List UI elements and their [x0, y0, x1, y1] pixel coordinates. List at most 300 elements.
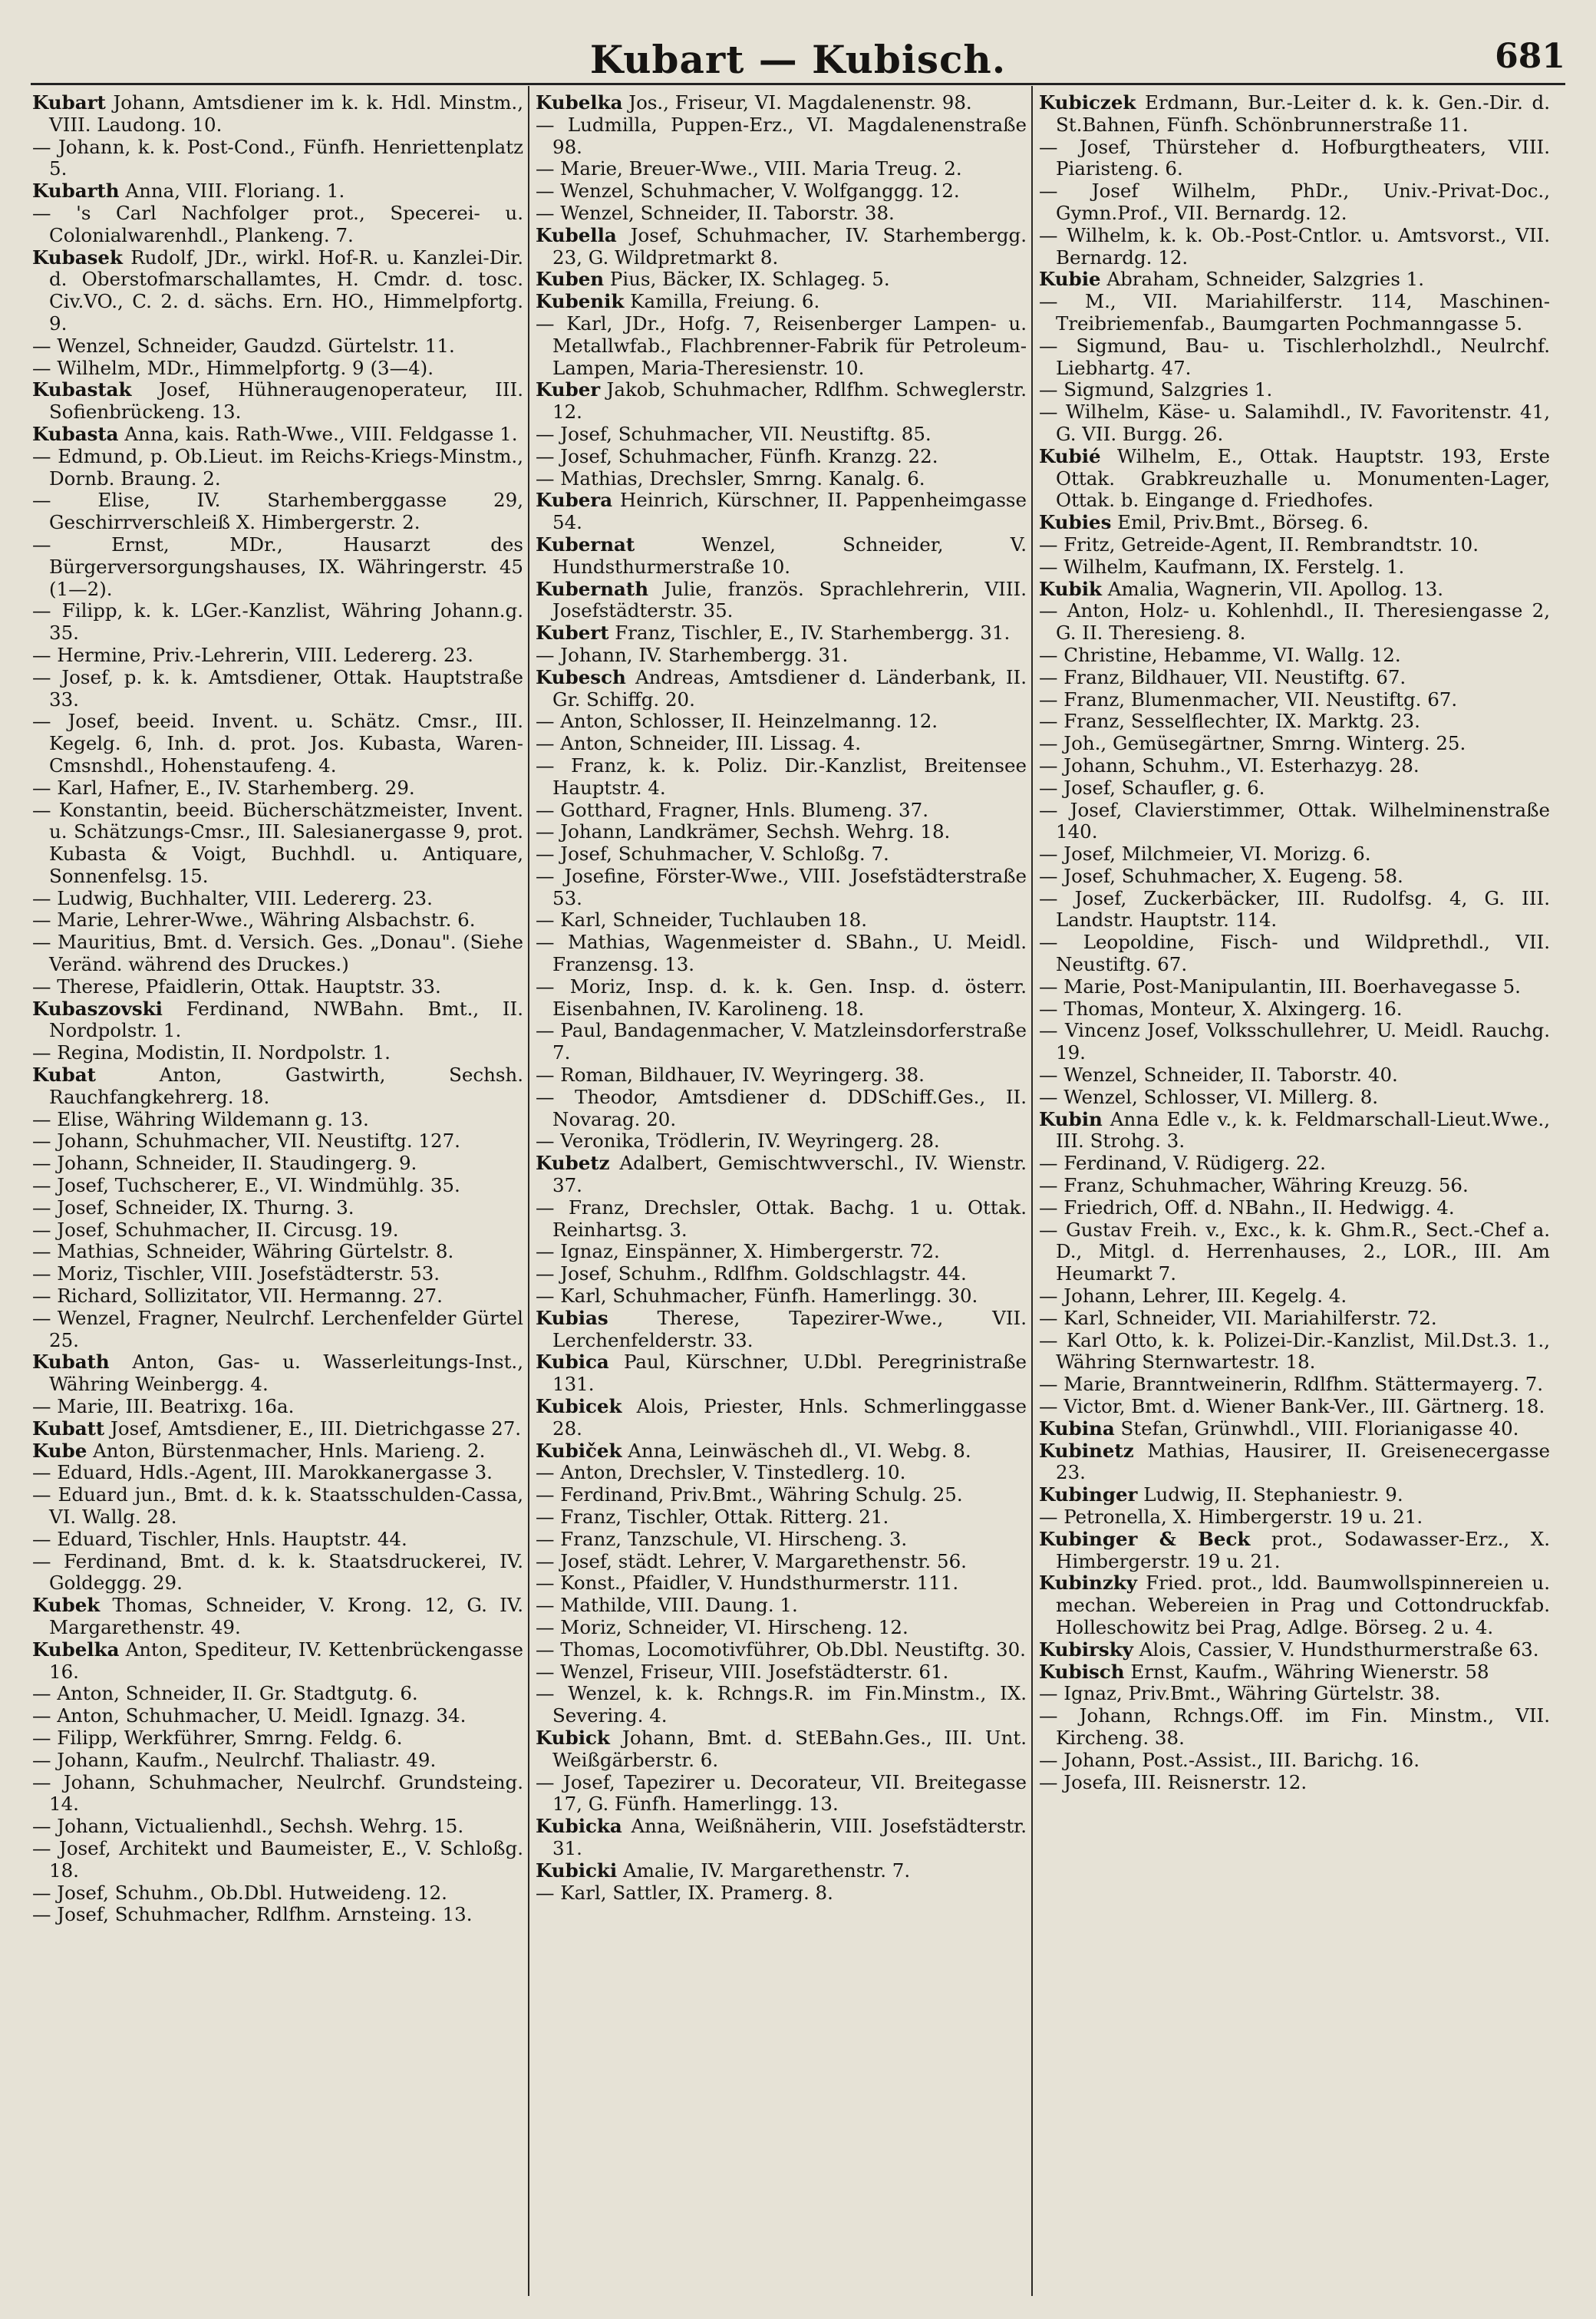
entry-text: Wenzel, Schneider, V. Hundsthurmerstraße 10.	[552, 533, 1027, 578]
entry-text: — Marie, Breuer-Wwe., VIII. Maria Treug. 2.	[536, 157, 962, 180]
entry-text: Thomas, Schneider, V. Krong. 12, G. IV. Margarethenstr. 49.	[49, 1594, 523, 1638]
entry-text: — Franz, Sesselflechter, IX. Marktg. 23.	[1039, 710, 1420, 733]
directory-entry	[32, 1772, 523, 1816]
directory-entry	[1039, 689, 1550, 711]
directory-entry	[536, 92, 1027, 114]
directory-entry	[32, 1595, 523, 1639]
entry-surname: Kubenik	[536, 290, 625, 313]
entry-text: — Sigmund, Bau- u. Tischlerholzhdl., Neulrchf. Liebhartg. 47.	[1039, 334, 1550, 379]
entry-text: Julie, französ. Sprachlehrerin, VIII. Josefstädterstr. 35.	[552, 577, 1027, 622]
entry-text: — Johann, Schuhmacher, VII. Neustiftg. 127.	[32, 1130, 460, 1153]
directory-entry	[536, 1506, 1027, 1529]
directory-entry	[1039, 645, 1550, 667]
entry-text: — Josef, Schuhm., Rdlfhm. Goldschlagstr. 44.	[536, 1262, 967, 1285]
entry-text: — Josef, Schuhmacher, II. Circusg. 19.	[32, 1218, 399, 1241]
directory-entry	[32, 358, 523, 380]
entry-surname: Kubicki	[536, 1859, 618, 1882]
entry-text: — Victor, Bmt. d. Wiener Bank-Ver., III. Gärtnerg. 18.	[1039, 1395, 1545, 1418]
directory-entry	[536, 800, 1027, 822]
entry-text: Rudolf, JDr., wirkl. Hof-R. u. Kanzlei-Dir. d. Oberstofmarschallamtes, H. Cmdr. d. tosc. Civ.VO., C. 2. d. sächs. Ern. HO., Himmelpfortg. 9.	[49, 246, 523, 335]
entry-text: — Eduard, Tischler, Hnls. Hauptstr. 44.	[32, 1527, 407, 1550]
entry-text: — Gotthard, Fragner, Hnls. Blumeng. 37.	[536, 798, 929, 821]
column-right	[1039, 92, 1550, 2294]
directory-entry	[536, 622, 1027, 645]
entry-surname: Kubaszovski	[32, 997, 163, 1020]
directory-entry	[32, 1529, 523, 1551]
directory-entry	[1039, 800, 1550, 844]
directory-entry	[32, 645, 523, 667]
entry-text: — Franz, k. k. Poliz. Dir.-Kanzlist, Breitensee Hauptstr. 4.	[536, 754, 1027, 799]
directory-entry	[32, 1175, 523, 1197]
directory-entry	[536, 755, 1027, 800]
entry-surname: Kubasta	[32, 422, 119, 445]
directory-entry	[1039, 579, 1550, 601]
entry-surname: Kubart	[32, 92, 106, 114]
directory-entry	[32, 534, 523, 600]
column-divider	[528, 86, 529, 2296]
entry-text: — Joh., Gemüsegärtner, Smrng. Winterg. 25.	[1039, 732, 1466, 755]
directory-entry	[1039, 733, 1550, 755]
directory-entry	[32, 976, 523, 998]
directory-entry	[32, 424, 523, 446]
directory-entry	[1039, 1109, 1550, 1153]
directory-entry	[536, 1551, 1027, 1573]
directory-entry	[1039, 446, 1550, 512]
entry-text: — Eduard, Hdls.-Agent, III. Marokkanergasse 3.	[32, 1461, 493, 1484]
entry-text: — Mauritius, Bmt. d. Versich. Ges. „Donau". (Siehe Veränd. während des Druckes.)	[32, 931, 523, 976]
directory-entry	[536, 1197, 1027, 1242]
directory-entry	[536, 843, 1027, 866]
page-number: 681	[1495, 37, 1565, 76]
entry-text: — Wenzel, Schneider, II. Taborstr. 40.	[1039, 1064, 1398, 1087]
directory-entry	[536, 1087, 1027, 1131]
entry-text: — Josef, Tapezirer u. Decorateur, VII. Breitegasse 17, G. Fünfh. Hamerlingg. 13.	[536, 1770, 1027, 1816]
directory-entry	[536, 1860, 1027, 1882]
entry-text: — Anton, Schlosser, II. Heinzelmanng. 12.	[536, 710, 938, 733]
entry-text: — Johann, Victualienhdl., Sechsh. Wehrg. 15.	[32, 1815, 464, 1838]
directory-entry	[536, 1020, 1027, 1064]
entry-text: — Karl Otto, k. k. Polizei-Dir.-Kanzlist, Mil.Dst.3. 1., Währing Sternwartestr. 18.	[1039, 1328, 1550, 1374]
directory-entry	[32, 1639, 523, 1684]
directory-entry	[32, 1396, 523, 1418]
directory-entry	[536, 1351, 1027, 1396]
entry-text: — Josef, Milchmeier, VI. Morizg. 6.	[1039, 843, 1371, 866]
entry-text: — Johann, Rchngs.Off. im Fin. Minstm., VII. Kircheng. 38.	[1039, 1704, 1550, 1749]
directory-entry	[1039, 1175, 1550, 1197]
directory-entry	[536, 424, 1027, 446]
directory-entry	[1039, 1506, 1550, 1529]
directory-entry	[1039, 777, 1550, 800]
entry-text: — Josef, Zuckerbäcker, III. Rudolfsg. 4, G. III. Landstr. Hauptstr. 114.	[1039, 886, 1550, 932]
entry-text: Paul, Kürschner, U.Dbl. Peregrinistraße 131.	[552, 1351, 1027, 1396]
entry-text: Anna, Weißnäherin, VIII. Josefstädterstr. 31.	[552, 1815, 1027, 1859]
directory-entry	[1039, 335, 1550, 380]
entry-surname: Kubie	[1039, 268, 1101, 291]
entry-text: — Karl, Schuhmacher, Fünfh. Hamerlingg. 30.	[536, 1285, 978, 1308]
directory-entry	[1039, 1153, 1550, 1175]
directory-entry	[32, 998, 523, 1043]
directory-entry	[536, 114, 1027, 159]
directory-entry	[1039, 1308, 1550, 1330]
entry-surname: Kubias	[536, 1306, 608, 1329]
entry-text: Ernst, Kaufm., Währing Wienerstr. 58	[1124, 1660, 1489, 1683]
directory-entry	[32, 1241, 523, 1263]
entry-text: — Josef, Thürsteher d. Hofburgtheaters, VIII. Piaristeng. 6.	[1039, 135, 1550, 180]
entry-surname: Kubelka	[536, 92, 623, 114]
entry-surname: Kubin	[1039, 1107, 1103, 1130]
entry-text: Alois, Cassier, V. Hundsthurmerstraße 63.	[1133, 1638, 1539, 1661]
entry-text: Stefan, Grünwhdl., VIII. Florianigasse 40.	[1114, 1417, 1519, 1440]
directory-entry	[536, 468, 1027, 490]
directory-entry	[536, 866, 1027, 910]
entry-text: — Wilhelm, Käse- u. Salamihdl., IV. Favoritenstr. 41, G. VII. Burgg. 26.	[1039, 401, 1550, 445]
directory-entry	[536, 379, 1027, 424]
entry-text: Jos., Friseur, VI. Magdalenenstr. 98.	[622, 92, 972, 114]
entry-text: Johann, Bmt. d. StEBahn.Ges., III. Unt. Weißgärberstr. 6.	[552, 1726, 1027, 1771]
entry-text: — Wilhelm, k. k. Ob.-Post-Cntlor. u. Amtsvorst., VII. Bernardg. 12.	[1039, 223, 1550, 269]
entry-surname: Kubatt	[32, 1417, 105, 1440]
directory-entry	[1039, 1064, 1550, 1087]
entry-text: — Ignaz, Priv.Bmt., Währing Gürtelstr. 38.	[1039, 1682, 1441, 1705]
entry-text: — Wenzel, Schuhmacher, V. Wolfganggg. 12.	[536, 180, 960, 203]
entry-text: — Marie, Post-Manipulantin, III. Boerhavegasse 5.	[1039, 975, 1521, 998]
directory-entry	[32, 1130, 523, 1153]
entry-surname: Kubina	[1039, 1417, 1115, 1440]
directory-entry	[32, 1462, 523, 1484]
entry-text: Kamilla, Freiung. 6.	[624, 290, 820, 313]
entry-text: — Filipp, k. k. LGer.-Kanzlist, Währing Johann.g. 35.	[32, 599, 523, 645]
entry-text: — Christine, Hebamme, VI. Wallg. 12.	[1039, 643, 1401, 666]
entry-text: — Josef, Schaufler, g. 6.	[1039, 776, 1265, 799]
directory-entry	[536, 534, 1027, 579]
entry-surname: Kubies	[1039, 511, 1112, 534]
column-left	[32, 92, 523, 2294]
entry-text: — Josef, Clavierstimmer, Ottak. Wilhelminenstraße 140.	[1039, 798, 1550, 843]
entry-text: — Elise, IV. Starhemberggasse 29, Geschirrverschleiß X. Himbergerstr. 2.	[32, 489, 523, 534]
entry-text: Anna, Leinwäscheh dl., VI. Webg. 8.	[622, 1439, 971, 1462]
entry-text: Pius, Bäcker, IX. Schlageg. 5.	[604, 268, 890, 291]
directory-entry	[32, 1727, 523, 1750]
entry-surname: Kubat	[32, 1064, 96, 1087]
entry-text: — Veronika, Trödlerin, IV. Weyringerg. 28.	[536, 1130, 940, 1153]
directory-entry	[1039, 1661, 1550, 1684]
entry-text: Josef, Amtsdiener, E., III. Dietrichgasse 27.	[104, 1417, 522, 1440]
entry-text: Anton, Bürstenmacher, Hnls. Marieng. 2.	[87, 1439, 486, 1462]
entry-text: — Josef, Schuhm., Ob.Dbl. Hutweideng. 12.	[32, 1881, 447, 1904]
entry-text: — Fritz, Getreide-Agent, II. Rembrandtstr. 10.	[1039, 533, 1479, 556]
entry-text: — Josef, Schuhmacher, X. Eugeng. 58.	[1039, 864, 1403, 887]
running-head: Kubart — Kubisch.	[589, 37, 1007, 82]
entry-text: Fried. prot., ldd. Baumwollspinnereien u. mechan. Webereien in Prag und Cottondruckfab. Holleschowitz bei Prag, Adlge. Börseg. 2 u. 4.	[1056, 1572, 1550, 1638]
entry-text: — Josef, Architekt und Baumeister, E., V. Schloßg. 18.	[32, 1836, 523, 1882]
entry-surname: Kubella	[536, 223, 617, 246]
entry-text: — Wenzel, Schneider, II. Taborstr. 38.	[536, 201, 895, 224]
entry-text: — Johann, Schuhm., VI. Esterhazyg. 28.	[1039, 754, 1420, 777]
entry-text: — Franz, Tanzschule, VI. Hirscheng. 3.	[536, 1527, 908, 1550]
entry-text: — Ferdinand, V. Rüdigerg. 22.	[1039, 1152, 1326, 1175]
entry-text: — Karl, Schneider, Tuchlauben 18.	[536, 909, 868, 932]
directory-entry	[536, 932, 1027, 976]
entry-text: — Leopoldine, Fisch- und Wildprethdl., VII. Neustiftg. 67.	[1039, 931, 1550, 976]
entry-text: — Wenzel, Schneider, Gaudzd. Gürtelstr. 11.	[32, 334, 455, 357]
entry-text: Anton, Spediteur, IV. Kettenbrückengasse 16.	[49, 1638, 523, 1683]
directory-entry	[32, 1705, 523, 1727]
entry-text: Amalia, Wagnerin, VII. Apollog. 13.	[1101, 577, 1444, 600]
entry-surname: Kubetz	[536, 1152, 610, 1175]
directory-entry	[536, 1440, 1027, 1463]
directory-entry	[32, 1882, 523, 1905]
entry-surname: Kubinetz	[1039, 1439, 1134, 1462]
entry-text: — Josefa, III. Reisnerstr. 12.	[1039, 1770, 1307, 1793]
entry-text: Mathias, Hausirer, II. Greisenecergasse 23.	[1056, 1439, 1550, 1484]
entry-text: Anton, Gas- u. Wasserleitungs-Inst., Währing Weinbergg. 4.	[49, 1351, 523, 1396]
directory-entry	[536, 1263, 1027, 1285]
directory-entry	[536, 711, 1027, 733]
directory-entry	[32, 247, 523, 335]
directory-entry	[1039, 225, 1550, 269]
entry-text: — Karl, Sattler, IX. Pramerg. 8.	[536, 1881, 833, 1904]
entry-text: — Elise, Währing Wildemann g. 13.	[32, 1107, 369, 1130]
directory-entry	[32, 1351, 523, 1396]
entry-text: — Anton, Schuhmacher, U. Meidl. Ignazg. 34.	[32, 1704, 467, 1727]
entry-surname: Kubarth	[32, 180, 120, 203]
entry-text: — Josefine, Förster-Wwe., VIII. Josefstädterstraße 53.	[536, 864, 1027, 909]
directory-entry	[1039, 711, 1550, 733]
entry-text: — Ernst, MDr., Hausarzt des Bürgerversorgungshauses, IX. Währingerstr. 45 (1—2).	[32, 533, 523, 600]
entry-text: — Josef, beeid. Invent. u. Schätz. Cmsr., III. Kegelg. 6, Inh. d. prot. Jos. Kubasta, Waren-Cmsnshdl., Hohenstaufeng. 4.	[32, 710, 523, 777]
entry-surname: Kubiček	[536, 1439, 622, 1462]
entry-surname: Kubasek	[32, 246, 123, 269]
directory-entry	[32, 600, 523, 645]
entry-surname: Kubirsky	[1039, 1638, 1133, 1661]
entry-text: — Johann, IV. Starhembergg. 31.	[536, 643, 849, 666]
entry-text: — Edmund, p. Ob.Lieut. im Reichs-Kriegs-Minstm., Dornb. Braung. 2.	[32, 444, 523, 490]
directory-entry	[32, 1904, 523, 1926]
directory-entry	[536, 1595, 1027, 1617]
entry-text: Anna, kais. Rath-Wwe., VIII. Feldgasse 1.	[118, 422, 518, 445]
entry-surname: Kubath	[32, 1351, 110, 1374]
entry-text: — Eduard jun., Bmt. d. k. k. Staatsschulden-Cassa, VI. Wallg. 28.	[32, 1483, 523, 1528]
entry-text: — Ludwig, Buchhalter, VIII. Ledererg. 23.	[32, 886, 433, 909]
directory-entry	[536, 1064, 1027, 1087]
directory-entry	[536, 1130, 1027, 1153]
entry-text: — Franz, Schuhmacher, Währing Kreuzg. 56.	[1039, 1174, 1469, 1197]
entry-surname: Kubernath	[536, 577, 649, 600]
directory-entry	[32, 932, 523, 976]
directory-entry	[32, 1042, 523, 1064]
directory-entry	[536, 225, 1027, 269]
entry-surname: Kubinzky	[1039, 1572, 1137, 1595]
directory-entry	[1039, 1396, 1550, 1418]
entry-text: — Friedrich, Off. d. NBahn., II. Hedwigg. 4.	[1039, 1196, 1455, 1219]
directory-entry	[536, 1308, 1027, 1352]
directory-entry	[536, 1816, 1027, 1860]
entry-text: Emil, Priv.Bmt., Börseg. 6.	[1111, 511, 1369, 534]
entry-surname: Kubera	[536, 489, 613, 512]
directory-entry	[536, 1661, 1027, 1684]
directory-entry	[1039, 1330, 1550, 1374]
entry-text: — Wilhelm, Kaufmann, IX. Ferstelg. 1.	[1039, 555, 1405, 578]
directory-entry	[536, 269, 1027, 291]
directory-entry	[1039, 401, 1550, 446]
entry-surname: Kubinger & Beck	[1039, 1527, 1251, 1550]
entry-surname: Kubicka	[536, 1815, 622, 1838]
directory-entry	[32, 777, 523, 800]
directory-entry	[32, 180, 523, 203]
directory-entry	[32, 1308, 523, 1352]
directory-entry	[536, 1396, 1027, 1440]
directory-entry	[536, 158, 1027, 180]
entry-text: — Johann, Post.-Assist., III. Barichg. 16.	[1039, 1748, 1420, 1771]
entry-surname: Kubek	[32, 1594, 101, 1617]
directory-entry	[536, 821, 1027, 843]
directory-entry	[32, 711, 523, 777]
directory-entry	[536, 667, 1027, 711]
directory-entry	[1039, 1374, 1550, 1396]
entry-text: — Roman, Bildhauer, IV. Weyringerg. 38.	[536, 1064, 925, 1087]
entry-surname: Kubelka	[32, 1638, 120, 1661]
entry-surname: Kubernat	[536, 533, 635, 556]
directory-entry	[536, 579, 1027, 623]
directory-entry	[1039, 843, 1550, 866]
entry-text: Ludwig, II. Stephaniestr. 9.	[1137, 1483, 1403, 1506]
entry-text: — Regina, Modistin, II. Nordpolstr. 1.	[32, 1041, 391, 1064]
entry-text: — Josef, Schuhmacher, V. Schloßg. 7.	[536, 843, 889, 866]
entry-text: — Gustav Freih. v., Exc., k. k. Ghm.R., Sect.-Chef a. D., Mitgl. d. Herrenhauses, 2., LOR., III. Am Heumarkt 7.	[1039, 1218, 1550, 1285]
column-middle	[536, 92, 1027, 2294]
entry-text: — Karl, Schneider, VII. Mariahilferstr. 72.	[1039, 1306, 1437, 1329]
entry-surname: Kubastak	[32, 378, 132, 401]
entry-text: — Thomas, Monteur, X. Alxingerg. 16.	[1039, 997, 1403, 1020]
entry-text: — Ludmilla, Puppen-Erz., VI. Magdalenenstraße 98.	[536, 113, 1027, 158]
entry-surname: Kubesch	[536, 665, 626, 688]
entry-text: — Franz, Tischler, Ottak. Ritterg. 21.	[536, 1506, 889, 1528]
entry-text: — Karl, JDr., Hofg. 7, Reisenberger Lampen- u. Metallwfab., Flachbrenner-Fabrik für Petroleum-Lampen, Maria-Theresienstr. 10.	[536, 312, 1027, 379]
entry-text: — Wenzel, Schlosser, VI. Millerg. 8.	[1039, 1085, 1379, 1108]
entry-surname: Kubié	[1039, 444, 1101, 467]
header-rule	[31, 83, 1565, 85]
directory-entry	[536, 645, 1027, 667]
directory-entry	[1039, 1087, 1550, 1109]
entry-text: — Konstantin, beeid. Bücherschätzmeister, Invent. u. Schätzungs-Cmsr., III. Salesianergasse 9, prot. Kubasta & Voigt, Buchhdl. u. Antiquare, Sonnenfelsg. 15.	[32, 798, 523, 887]
entry-text: — Ferdinand, Priv.Bmt., Währing Schulg. 25.	[536, 1483, 963, 1506]
entry-text: — Wilhelm, MDr., Himmelpfortg. 9 (3—4).	[32, 356, 434, 379]
directory-entry	[32, 1064, 523, 1109]
directory-entry	[32, 137, 523, 181]
entry-text: — Therese, Pfaidlerin, Ottak. Hauptstr. 33.	[32, 975, 441, 998]
page-header	[31, 31, 1565, 87]
directory-entry	[32, 1418, 523, 1440]
directory-entry	[32, 1838, 523, 1882]
directory-entry	[32, 379, 523, 424]
entry-text: — Anton, Drechsler, V. Tinstedlerg. 10.	[536, 1461, 906, 1484]
entry-text: — Hermine, Priv.-Lehrerin, VIII. Ledererg. 23.	[32, 643, 473, 666]
entry-text: — Thomas, Locomotivführer, Ob.Dbl. Neustiftg. 30.	[536, 1638, 1026, 1661]
directory-entry	[32, 1440, 523, 1463]
entry-text: — Mathilde, VIII. Daung. 1.	[536, 1594, 798, 1617]
entry-text: — Wenzel, k. k. Rchngs.R. im Fin.Minstm., IX. Severing. 4.	[536, 1682, 1027, 1727]
directory-entry	[536, 733, 1027, 755]
directory-entry	[1039, 1219, 1550, 1285]
directory-entry	[536, 291, 1027, 313]
directory-entry	[1039, 1418, 1550, 1440]
entry-text: Amalie, IV. Margarethenstr. 7.	[617, 1859, 911, 1882]
directory-entry	[32, 490, 523, 534]
entry-text: — Vincenz Josef, Volksschullehrer, U. Meidl. Rauchg. 19.	[1039, 1019, 1550, 1064]
entry-text: Therese, Tapezirer-Wwe., VII. Lerchenfelderstr. 33.	[552, 1306, 1027, 1351]
entry-surname: Kubiczek	[1039, 92, 1136, 114]
entry-text: — Anton, Schneider, II. Gr. Stadtgutg. 6.	[32, 1682, 418, 1705]
directory-entry	[1039, 976, 1550, 998]
directory-entry	[1039, 667, 1550, 689]
directory-entry	[536, 1241, 1027, 1263]
directory-entry	[536, 180, 1027, 203]
directory-entry	[1039, 1572, 1550, 1638]
entry-text: — Richard, Sollizitator, VII. Hermanng. 27.	[32, 1285, 443, 1308]
entry-text: Erdmann, Bur.-Leiter d. k. k. Gen.-Dir. d. St.Bahnen, Fünfh. Schönbrunnerstraße 11.	[1056, 92, 1550, 136]
entry-surname: Kubinger	[1039, 1483, 1138, 1506]
entry-text: — Josef, Schuhmacher, Rdlfhm. Arnsteing. 13.	[32, 1903, 473, 1926]
entry-text: — Johann, Landkrämer, Sechsh. Wehrg. 18.	[536, 820, 951, 843]
directory-entry	[32, 203, 523, 247]
directory-entry	[1039, 600, 1550, 645]
entry-text: — Petronella, X. Himbergerstr. 19 u. 21.	[1039, 1506, 1423, 1528]
entry-text: Franz, Tischler, E., IV. Starhembergg. 31.	[608, 622, 1011, 645]
entry-text: — Marie, Lehrer-Wwe., Währing Alsbachstr. 6.	[32, 909, 476, 932]
entry-text: Anton, Gastwirth, Sechsh. Rauchfangkehrerg. 18.	[49, 1064, 523, 1108]
entry-text: Anna, VIII. Floriang. 1.	[119, 180, 345, 203]
entry-surname: Kubica	[536, 1351, 609, 1374]
entry-text: — Marie, Branntweinerin, Rdlfhm. Stättermayerg. 7.	[1039, 1373, 1544, 1396]
directory-entry	[32, 1484, 523, 1529]
entry-text: Johann, Amtsdiener im k. k. Hdl. Minstm., VIII. Laudong. 10.	[49, 92, 523, 136]
entry-text: — Josef Wilhelm, PhDr., Univ.-Privat-Doc., Gymn.Prof., VII. Bernardg. 12.	[1039, 180, 1550, 224]
entry-text: — Johann, Schneider, II. Staudingerg. 9.	[32, 1152, 417, 1175]
directory-entry	[32, 888, 523, 910]
entry-text: — Moriz, Insp. d. k. k. Gen. Insp. d. österr. Eisenbahnen, IV. Karolineng. 18.	[536, 975, 1027, 1020]
entry-text: — Josef, p. k. k. Amtsdiener, Ottak. Hauptstraße 33.	[32, 665, 523, 711]
directory-entry	[536, 490, 1027, 534]
directory-entry	[1039, 1772, 1550, 1794]
entry-surname: Kubisch	[1039, 1660, 1125, 1683]
directory-entry	[536, 1617, 1027, 1639]
directory-entry	[32, 1285, 523, 1308]
entry-surname: Kube	[32, 1439, 87, 1462]
entry-text: — Theodor, Amtsdiener d. DDSchiff.Ges., II. Novarag. 20.	[536, 1085, 1027, 1130]
entry-text: — Josef, Schuhmacher, VII. Neustiftg. 85.	[536, 422, 932, 445]
directory-entry	[536, 1572, 1027, 1595]
entry-text: — Josef, Schneider, IX. Thurng. 3.	[32, 1196, 354, 1219]
directory-entry	[1039, 866, 1550, 888]
entry-text: Jakob, Schuhmacher, Rdlfhm. Schweglerstr. 12.	[552, 378, 1027, 424]
entry-text: — 's Carl Nachfolger prot., Specerei- u. Colonialwarenhdl., Plankeng. 7.	[32, 201, 523, 246]
directory-entry	[536, 313, 1027, 379]
directory-entry	[32, 667, 523, 711]
entry-text: Ferdinand, NWBahn. Bmt., II. Nordpolstr. 1.	[49, 997, 523, 1042]
entry-text: — Sigmund, Salzgries 1.	[1039, 378, 1273, 401]
entry-text: — Paul, Bandagenmacher, V. Matzleinsdorferstraße 7.	[536, 1019, 1027, 1064]
directory-entry	[1039, 1285, 1550, 1308]
entry-text: Andreas, Amtsdiener d. Länderbank, II. Gr. Schiffg. 20.	[552, 665, 1027, 711]
entry-text: — Josef, städt. Lehrer, V. Margarethenstr. 56.	[536, 1549, 967, 1572]
directory-entry	[536, 1484, 1027, 1506]
entry-text: — Franz, Blumenmacher, VII. Neustiftg. 67.	[1039, 688, 1458, 711]
entry-text: — Mathias, Wagenmeister d. SBahn., U. Meidl. Franzensg. 13.	[536, 931, 1027, 976]
entry-text: — Johann, k. k. Post-Cond., Fünfh. Henriettenplatz 5.	[32, 135, 523, 180]
directory-entry	[32, 1816, 523, 1838]
directory-entry	[1039, 137, 1550, 181]
directory-entry	[536, 203, 1027, 225]
